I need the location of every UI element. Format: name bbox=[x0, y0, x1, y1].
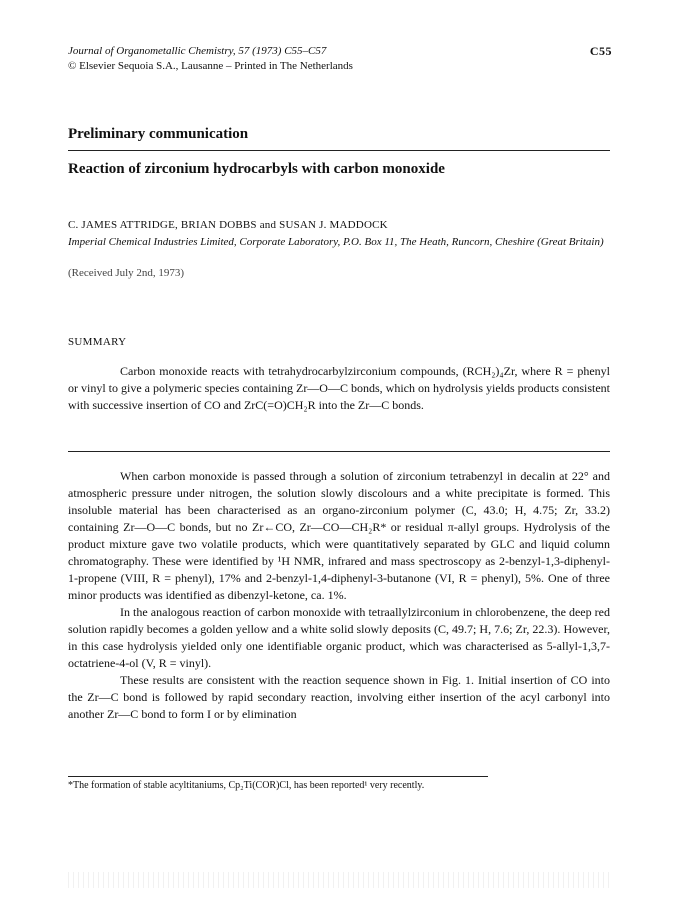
article-body bbox=[68, 468, 610, 723]
footnote: *The formation of stable acyltitaniums, Cp₂Ti(COR)Cl, has been reported¹ very recently. bbox=[68, 780, 425, 791]
header-rule bbox=[68, 150, 610, 151]
body-paragraph: When carbon monoxide is passed through a solution of zirconium tetrabenzyl in decalin at 22° and atmospheric pressure under nitrogen, the solution slowly discolours and a white precipitate is formed. This insoluble material has been characterised as an organo-zirconium polymer (C, 43.0; H, 4.75; Zr, 33.2) containing Zr—O—C bonds, but no Zr←CO, Zr—CO—CH₂R* or residual π-allyl groups. Hydrolysis of the product mixture gave two volatile products, which were quantitatively separated by GLC and liquid column chromatography. These were identified by ¹H NMR, infrared and mass spectroscopy as 2-benzyl-1,3-diphenyl-1-propene (VIII, R = phenyl), 17% and 2-benzyl-1,4-diphenyl-3-butanone (VI, R = phenyl), 5%. One of three minor products was identified as dibenzyl-ketone, ca. 1%. bbox=[68, 469, 610, 602]
scan-noise bbox=[68, 872, 610, 888]
page-number: C55 bbox=[589, 44, 612, 58]
journal-header bbox=[68, 44, 353, 74]
affiliation: Imperial Chemical Industries Limited, Corporate Laboratory, P.O. Box 11, The Heath, Runcorn, Cheshire (Great Britain) bbox=[68, 236, 604, 248]
article-title: Reaction of zirconium hydrocarbyls with carbon monoxide bbox=[68, 161, 445, 177]
publisher-line: © Elsevier Sequoia S.A., Lausanne – Printed in The Netherlands bbox=[68, 60, 353, 72]
journal-citation: Journal of Organometallic Chemistry, 57 (1973) C55–C57 bbox=[68, 45, 327, 57]
summary-heading: SUMMARY bbox=[68, 336, 127, 348]
received-date: (Received July 2nd, 1973) bbox=[68, 267, 185, 279]
section-label: Preliminary communication bbox=[68, 126, 249, 142]
author-list: C. JAMES ATTRIDGE, BRIAN DOBBS and SUSAN J. MADDOCK bbox=[68, 219, 388, 231]
summary-abstract bbox=[68, 363, 610, 414]
summary-rule bbox=[68, 451, 610, 452]
body-paragraph: These results are consistent with the reaction sequence shown in Fig. 1. Initial insertion of CO into the Zr—C bond is followed by rapid secondary reaction, involving either insertion of the acyl carbonyl into another Zr—C bond to form I or by elimination bbox=[68, 673, 610, 721]
footnote-rule bbox=[68, 776, 488, 777]
body-paragraph: In the analogous reaction of carbon monoxide with tetraallylzirconium in chlorobenzene, the deep red solution rapidly becomes a golden yellow and a white solid slowly deposits (C, 49.7; H, 7.6; Zr, 22.3). However, in this case hydrolysis yielded only one identifiable organic product, which was characterised as 5-allyl-1,3,7-octatriene-4-ol (V, R = vinyl). bbox=[68, 605, 610, 670]
summary-paragraph: Carbon monoxide reacts with tetrahydrocarbylzirconium compounds, (RCH₂)₄Zr, where R = phenyl or vinyl to give a polymeric species containing Zr—O—C bonds, which on hydrolysis yields products consistent with successive insertion of CO and ZrC(=O)CH₂R into the Zr—C bonds. bbox=[68, 364, 610, 412]
